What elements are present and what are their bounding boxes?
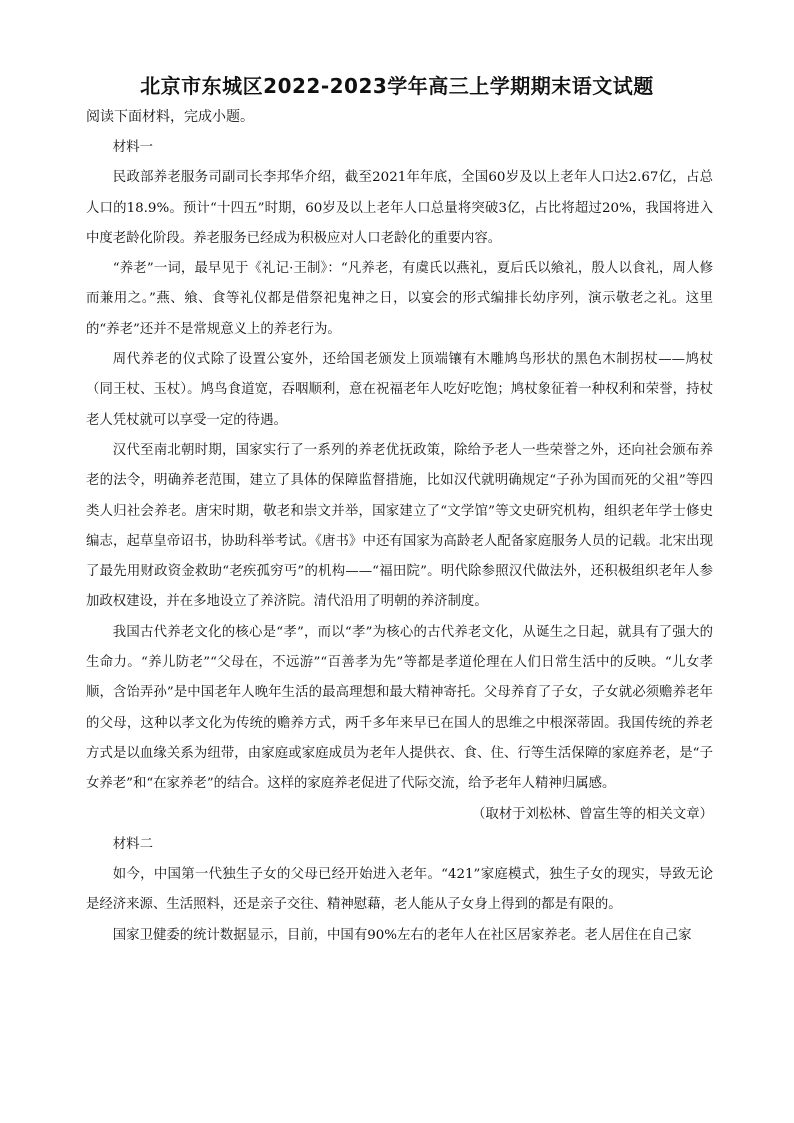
document-body <box>86 133 713 951</box>
source-citation: （取材于刘松林、曾富生等的相关文章） <box>471 806 713 822</box>
material-one-heading: 材料一 <box>112 140 153 155</box>
paragraph: 民政部养老服务司副司长李邦华介绍，截至2021年年底，全国60岁及以上老年人口达2.67亿，占总人口的18.9%。预计“十四五”时期，60岁及以上老年人口总量将突破3亿，占比将超过20%，我国将进入中度老龄化阶段。养老服务已经成为积极应对人口老龄化的重要内容。 <box>86 170 713 246</box>
instruction-text: 阅读下面材料，完成小题。 <box>86 109 254 125</box>
paragraph: 我国古代养老文化的核心是“孝”，而以“孝”为核心的古代养老文化，从诞生之日起，就具有了强大的生命力。“养儿防老”“父母在，不远游”“百善孝为先”等都是孝道伦理在人们日常生活中的反映。“儿女孝顺，含饴弄孙”是中国老年人晚年生活的最高理想和最大精神寄托。父母养育了子女，子女就必须赡养老年的父母，这种以孝文化为传统的赡养方式，两千多年来早已在国人的思维之中根深蒂固。我国传统的养老方式是以血缘关系为纽带，由家庭或家庭成员为老年人提供衣、食、住、行等生活保障的家庭养老，是“子女养老”和“在家养老”的结合。这样的家庭养老促进了代际交流，给予老年人精神归属感。 <box>86 624 713 792</box>
paragraph: “养老”一词，最早见于《礼记·王制》：“凡养老，有虞氏以燕礼，夏后氏以飨礼，殷人以食礼，周人修而兼用之。”燕、飨、食等礼仪都是借祭祀鬼神之日，以宴会的形式编排长幼序列，演示敬老之礼。这里的“养老”还并不是常规意义上的养老行为。 <box>86 261 713 337</box>
document-title: 北京市东城区2022-2023学年高三上学期期末语文试题 <box>140 74 654 98</box>
paragraph: 汉代至南北朝时期，国家实行了一系列的养老优抚政策，除给予老人一些荣誉之外，还向社会颁布养老的法令，明确养老范围，建立了具体的保障监督措施，比如汉代就明确规定“子孙为国而死的父祖”等四类人归社会养老。唐宋时期，敬老和崇文并举，国家建立了“文学馆”等文史研究机构，组织老年学士修史编志，起草皇帝诏书，协助科举考试。《唐书》中还有国家为高龄老人配备家庭服务人员的记载。北宋出现了最先用财政资金救助“老疾孤穷丐”的机构——“福田院”。明代除参照汉代做法外，还积极组织老年人参加政权建设，并在多地设立了养济院。清代沿用了明朝的养济制度。 <box>86 442 713 610</box>
paragraph: 国家卫健委的统计数据显示，目前，中国有90%左右的老年人在社区居家养老。老人居住在自己家 <box>112 927 692 943</box>
material-two-heading: 材料二 <box>112 836 153 852</box>
paragraph: 周代养老的仪式除了设置公宴外，还给国老颁发上顶端镶有木雕鸠鸟形状的黑色木制拐杖——鸠杖（同王杖、玉杖）。鸠鸟食道宽，吞咽顺利，意在祝福老年人吃好吃饱；鸠杖象征着一种权利和荣誉，持杖老人凭杖就可以享受一定的待遇。 <box>86 352 713 428</box>
paragraph: 如今，中国第一代独生子女的父母已经开始进入老年。“421”家庭模式，独生子女的现实，导致无论是经济来源、生活照料，还是亲子交往、精神慰藉，老人能从子女身上得到的都是有限的。 <box>86 867 713 913</box>
